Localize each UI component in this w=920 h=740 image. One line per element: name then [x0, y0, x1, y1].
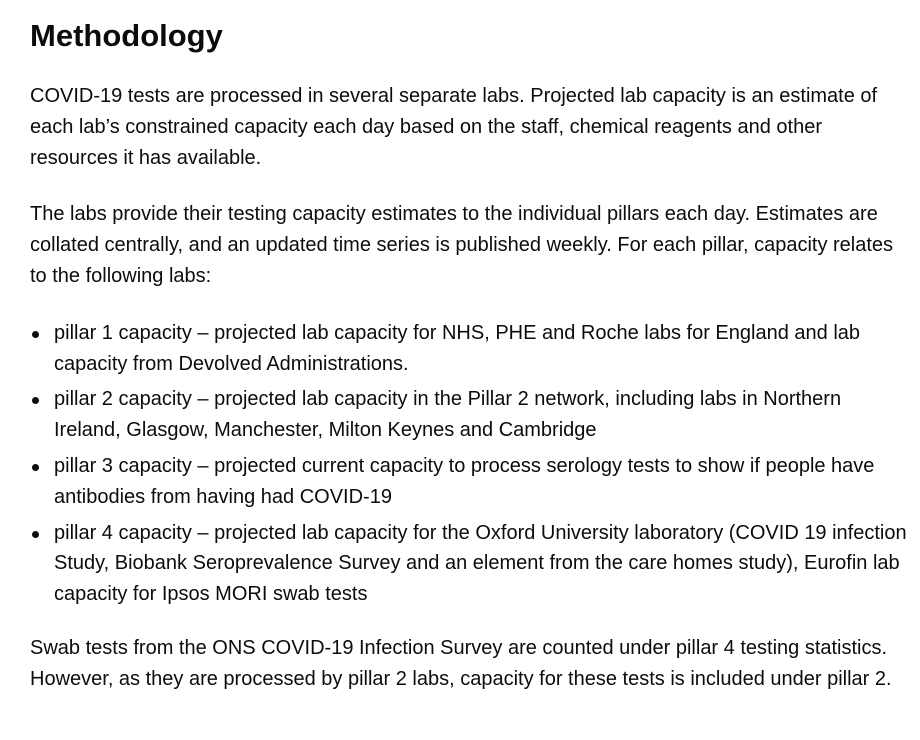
- list-item-pillar-3: pillar 3 capacity – projected current capacity to process serology tests to show if people have antibodies from having had COVID-19: [30, 451, 910, 513]
- list-item-pillar-2: pillar 2 capacity – projected lab capacity in the Pillar 2 network, including labs in Northern Ireland, Glasgow, Manchester, Milton Keynes and Cambridge: [30, 384, 910, 446]
- pillar-capacity-list: [30, 318, 910, 610]
- list-item-pillar-1: pillar 1 capacity – projected lab capacity for NHS, PHE and Roche labs for England and lab capacity from Devolved Administrations.: [30, 318, 910, 380]
- intro-paragraph: COVID-19 tests are processed in several separate labs. Projected lab capacity is an estimate of each lab’s constrained capacity each day based on the staff, chemical reagents and other resources it has available.: [30, 85, 878, 169]
- swab-tests-paragraph: Swab tests from the ONS COVID-19 Infection Survey are counted under pillar 4 testing statistics. However, as they are processed by pillar 2 labs, capacity for these tests is included under pillar 2.: [30, 636, 892, 690]
- capacity-paragraph: The labs provide their testing capacity estimates to the individual pillars each day. Estimates are collated centrally, and an updated time series is published weekly. For each pillar, capacity relates to the following labs:: [30, 203, 894, 287]
- section-heading: Methodology: [30, 18, 223, 53]
- list-item-pillar-4: pillar 4 capacity – projected lab capacity for the Oxford University laboratory (COVID 19 infection Study, Biobank Seroprevalence Survey and an element from the care homes study), Eurofin lab capacity for Ipsos MORI swab tests: [30, 518, 910, 610]
